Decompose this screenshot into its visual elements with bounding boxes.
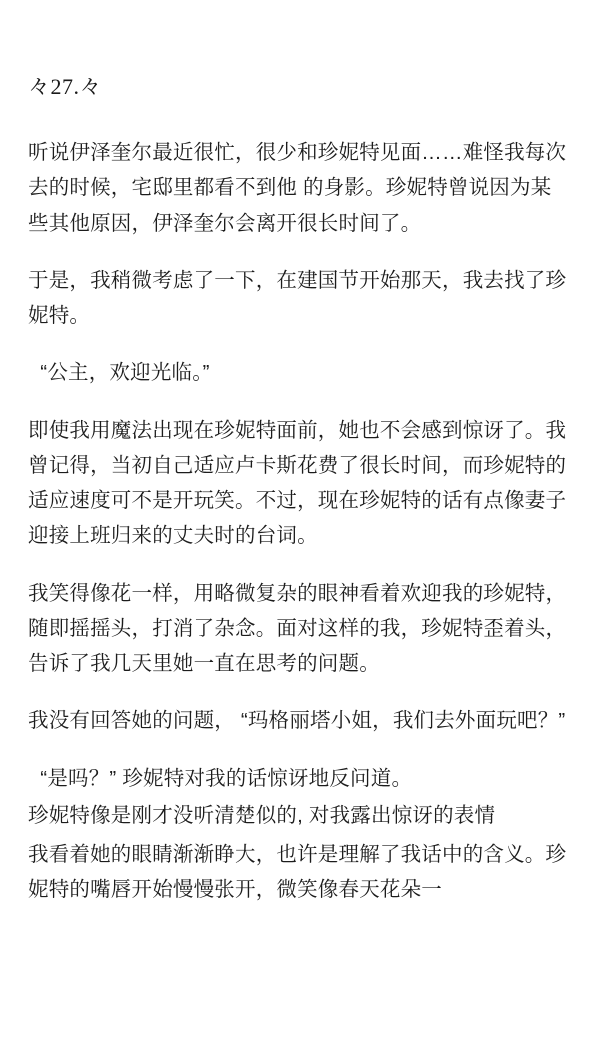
paragraph-dialogue: “是吗？” 珍妮特对我的话惊讶地反问道。 [40,766,413,790]
paragraph-dialogue: “公主，欢迎光临。” [40,361,210,385]
paragraph: 我看着她的眼睛渐渐睁大，也许是理解了我话中的含义。珍妮特的嘴唇开始慢慢张开，微笑像春天花朵一 [28,843,567,902]
paragraph: 我没有回答她的问题， “玛格丽塔小姐，我们去外面玩吧？” [28,709,566,733]
chapter-heading: 々27.々 [28,74,103,99]
paragraph: 即使我用魔法出现在珍妮特面前，她也不会感到惊讶了。我曾记得，当初自己适应卢卡斯花费了很长时间，而珍妮特的适应速度可不是开玩笑。不过，现在珍妮特的话有点像妻子迎接上班归来的丈夫时的台词。 [28,418,567,548]
paragraph: 于是，我稍微考虑了一下，在建国节开始那天，我去找了珍妮特。 [28,268,567,327]
paragraph: 我笑得像花一样，用略微复杂的眼神看着欢迎我的珍妮特，随即摇摇头，打消了杂念。面对这样的我，珍妮特歪着头，告诉了我几天里她一直在思考的问题。 [28,581,567,675]
paragraph: 听说伊泽奎尔最近很忙，很少和珍妮特见面……难怪我每次去的时候，宅邸里都看不到他 的身影。珍妮特曾说因为某些其他原因，伊泽奎尔会离开很长时间了。 [28,141,567,235]
paragraph: 珍妮特像是刚才没听清楚似的, 对我露出惊讶的表情 [28,803,496,827]
